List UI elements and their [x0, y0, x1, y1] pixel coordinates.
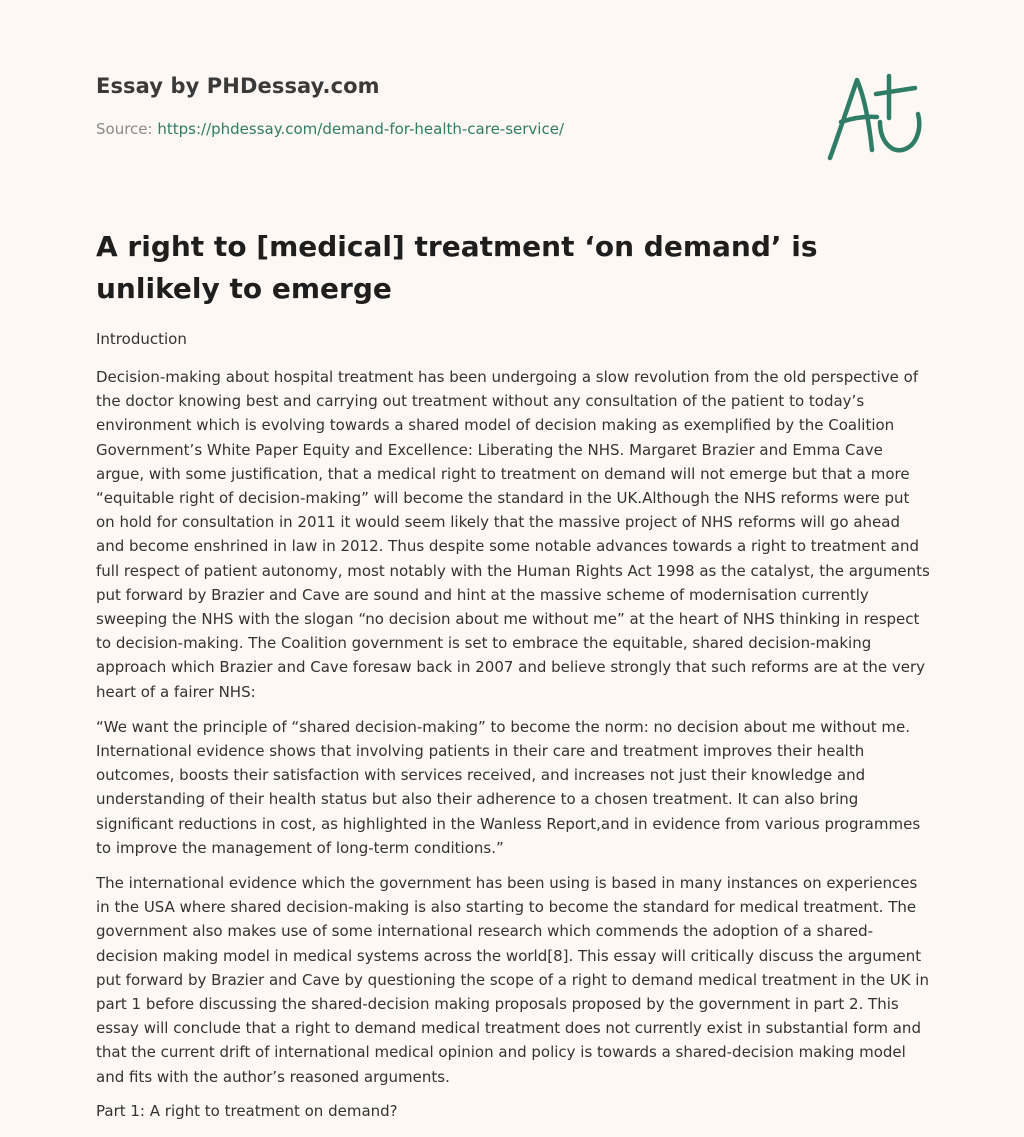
source-link[interactable]: https://phdessay.com/demand-for-health-care-service/: [157, 120, 564, 138]
article: [96, 226, 932, 1137]
article-title: A right to [medical] treatment ‘on demand’ is unlikely to emerge: [96, 230, 818, 305]
brand-title: Essay by PHDessay.com: [96, 74, 380, 98]
a-plus-logo-icon[interactable]: [822, 66, 932, 166]
section-heading-part1: Part 1: A right to treatment on demand?: [96, 1101, 398, 1120]
source-label: Source:: [96, 120, 153, 138]
quote-paragraph: “We want the principle of “shared decision-making” to become the norm: no decision about me without me. International evidence shows that involving patients in their care and treatment improves their health outcomes, boosts their satisfaction with services received, and increases not just their knowledge and understanding of their health status but also their adherence to a chosen treatment. It can also bring significant reductions in cost, as highlighted in the Wanless Report,and in evidence from various programmes to improve the management of long-term conditions.”: [96, 717, 921, 857]
paragraph: Decision-making about hospital treatment has been undergoing a slow revolution from the old perspective of the doctor knowing best and carrying out treatment without any consultation of the patient to today’s environment which is evolving towards a shared model of decision making as exemplified by the Coalition Government’s White Paper Equity and Excellence: Liberating the NHS. Margaret Brazier and Emma Cave argue, with some justification, that a medical right to treatment on demand will not emerge but that a more “equitable right of decision-making” will become the standard in the UK.Although the NHS reforms were put on hold for consultation in 2011 it would seem likely that the massive project of NHS reforms will go ahead and become enshrined in law in 2012. Thus despite some notable advances towards a right to treatment and full respect of patient autonomy, most notably with the Human Rights Act 1998 as the catalyst, the arguments put forward by Brazier and Cave are sound and hint at the massive scheme of modernisation currently sweeping the NHS with the slogan “no decision about me without me” at the heart of NHS thinking in respect to decision-making. The Coalition government is set to embrace the equitable, shared decision-making approach which Brazier and Cave foresaw back in 2007 and believe strongly that such reforms are at the very heart of a fairer NHS:: [96, 368, 930, 701]
section-heading-introduction: Introduction: [96, 330, 187, 348]
site-header: [96, 74, 796, 138]
paragraph: The international evidence which the government has been using is based in many instances on experiences in the USA where shared decision-making is also starting to become the standard for medical treatment. The government also makes use of some international research which commends the adoption of a shared-decision making model in medical systems across the world[8]. This essay will critically discuss the argument put forward by Brazier and Cave by questioning the scope of a right to demand medical treatment in the UK in part 1 before discussing the shared-decision making proposals proposed by the government in part 2. This essay will conclude that a right to demand medical treatment does not currently exist in substantial form and that the current drift of international medical opinion and policy is towards a shared-decision making model and fits with the author’s reasoned arguments.: [96, 874, 929, 1086]
source-line: [96, 120, 796, 138]
